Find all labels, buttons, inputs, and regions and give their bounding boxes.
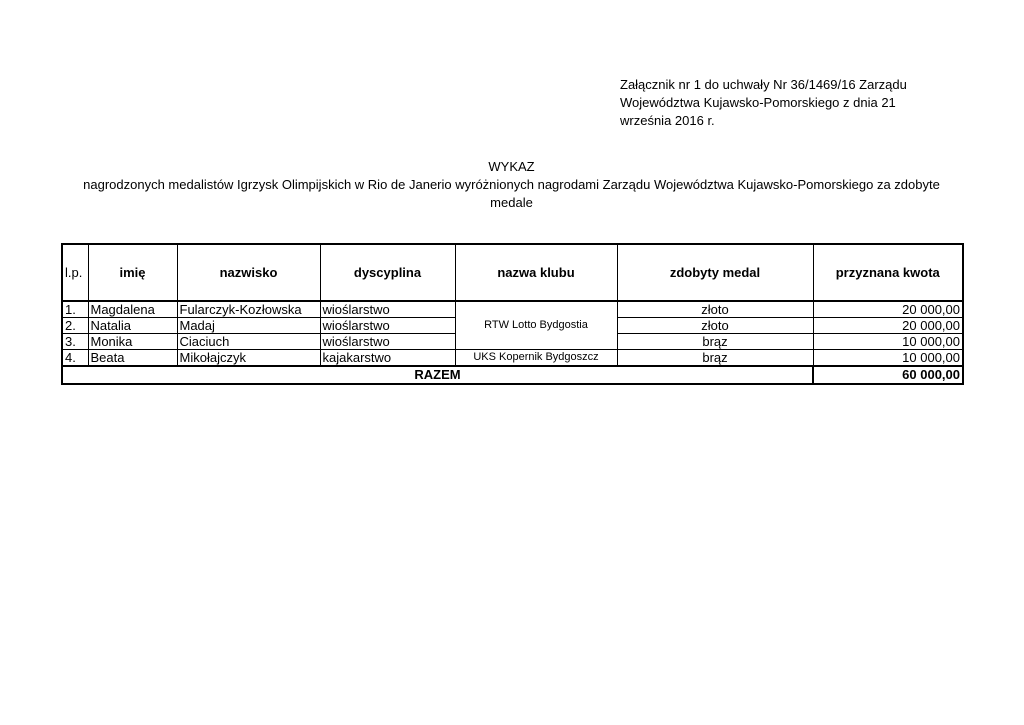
cell-discipline: kajakarstwo — [320, 350, 455, 367]
document-heading — [60, 158, 963, 212]
cell-amount: 20 000,00 — [813, 301, 963, 318]
header-club: nazwa klubu — [455, 244, 617, 301]
cell-amount: 10 000,00 — [813, 350, 963, 367]
cell-club: UKS Kopernik Bydgoszcz — [455, 350, 617, 367]
header-amount: przyznana kwota — [813, 244, 963, 301]
header-last-name: nazwisko — [177, 244, 320, 301]
cell-medal: złoto — [617, 318, 813, 334]
total-label: RAZEM — [62, 366, 813, 384]
header-discipline: dyscyplina — [320, 244, 455, 301]
document-subtitle-line-1: nagrodzonych medalistów Igrzysk Olimpijskich w Rio de Janerio wyróżnionych nagrodami Zarządu Województwa Kujawsko-Pomorskiego za zdobyte — [83, 177, 940, 192]
cell-medal: złoto — [617, 301, 813, 318]
cell-lp: 4. — [62, 350, 88, 367]
cell-first-name: Magdalena — [88, 301, 177, 318]
cell-lp: 2. — [62, 318, 88, 334]
cell-first-name: Monika — [88, 334, 177, 350]
table-row — [62, 301, 963, 318]
cell-first-name: Natalia — [88, 318, 177, 334]
cell-medal: brąz — [617, 334, 813, 350]
cell-last-name: Madaj — [177, 318, 320, 334]
table-header-row — [62, 244, 963, 301]
document-subtitle-line-2: medale — [490, 195, 533, 210]
attachment-line-3: września 2016 r. — [620, 113, 715, 128]
attachment-line-1: Załącznik nr 1 do uchwały Nr 36/1469/16 Zarządu — [620, 77, 907, 92]
cell-first-name: Beata — [88, 350, 177, 367]
attachment-line-2: Województwa Kujawsko-Pomorskiego z dnia 21 — [620, 95, 896, 110]
document-title: WYKAZ — [488, 159, 535, 174]
cell-lp: 1. — [62, 301, 88, 318]
cell-last-name: Ciaciuch — [177, 334, 320, 350]
table-row — [62, 350, 963, 367]
header-medal: zdobyty medal — [617, 244, 813, 301]
header-lp: l.p. — [62, 244, 88, 301]
medalists-table — [61, 243, 964, 385]
cell-amount: 10 000,00 — [813, 334, 963, 350]
cell-amount: 20 000,00 — [813, 318, 963, 334]
attachment-note — [620, 76, 950, 130]
cell-club: RTW Lotto Bydgostia — [455, 301, 617, 350]
header-first-name: imię — [88, 244, 177, 301]
total-row — [62, 366, 963, 384]
cell-last-name: Fularczyk-Kozłowska — [177, 301, 320, 318]
total-amount: 60 000,00 — [813, 366, 963, 384]
cell-lp: 3. — [62, 334, 88, 350]
cell-medal: brąz — [617, 350, 813, 367]
cell-discipline: wioślarstwo — [320, 334, 455, 350]
cell-discipline: wioślarstwo — [320, 318, 455, 334]
cell-last-name: Mikołajczyk — [177, 350, 320, 367]
cell-discipline: wioślarstwo — [320, 301, 455, 318]
